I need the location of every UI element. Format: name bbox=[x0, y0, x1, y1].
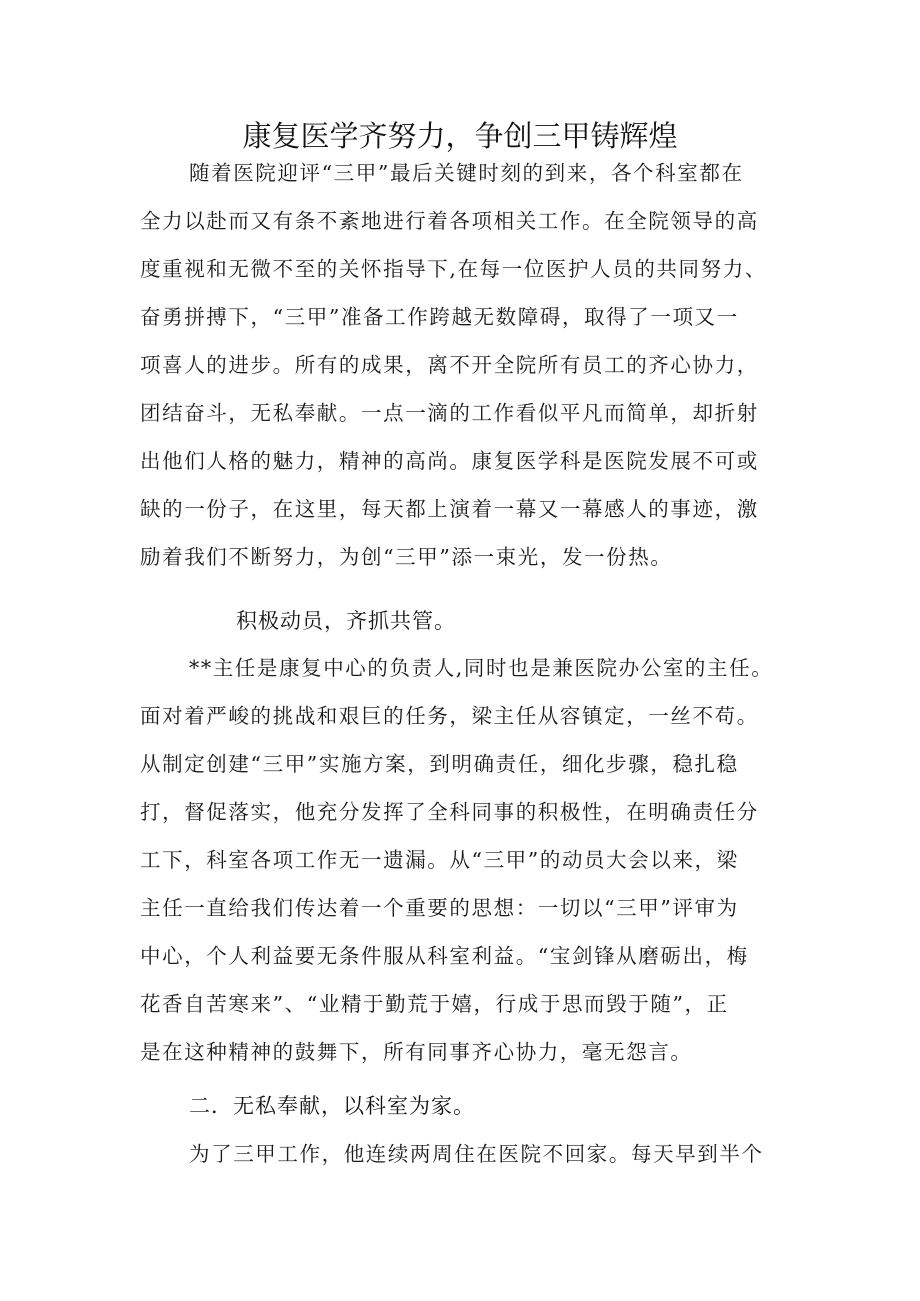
paragraph-line: 项喜人的进步。所有的成果，离不开全院所有员工的齐心协力， bbox=[140, 353, 759, 377]
paragraph-line: 是在这种精神的鼓舞下，所有同事齐心协力，毫无怨言。 bbox=[140, 1040, 693, 1064]
paragraph-line: 团结奋斗，无私奉献。一点一滴的工作看似平凡而简单，却折射 bbox=[140, 401, 759, 425]
paragraph-line: 缺的一份子，在这里，每天都上演着一幕又一幕感人的事迹，激 bbox=[140, 497, 759, 521]
paragraph-line: 打，督促落实，他充分发挥了全科同事的积极性，在明确责任分 bbox=[140, 800, 759, 824]
paragraph-line: 度重视和无微不至的关怀指导下,在每一位医护人员的共同努力、 bbox=[140, 257, 767, 281]
paragraph-line: 工下，科室各项工作无一遗漏。从“三甲”的动员大会以来，梁 bbox=[140, 848, 739, 872]
paragraph-line: 中心，个人利益要无条件服从科室利益。“宝剑锋从磨砺出，梅 bbox=[140, 944, 749, 968]
paragraph-line: 奋勇拼搏下，“三甲”准备工作跨越无数障碍，取得了一项又一 bbox=[140, 305, 739, 329]
section-heading-mobilization: 积极动员，齐抓共管。 bbox=[236, 609, 456, 633]
document-title: 康复医学齐努力，争创三甲铸辉煌 bbox=[242, 119, 678, 153]
paragraph-line: 随着医院迎评“三甲”最后关键时刻的到来，各个科室都在 bbox=[189, 161, 744, 185]
paragraph-line: 花香自苦寒来”、“业精于勤荒于嬉，行成于思而毁于随”，正 bbox=[140, 992, 729, 1016]
paragraph-line: 面对着严峻的挑战和艰巨的任务，梁主任从容镇定，一丝不苟。 bbox=[140, 704, 759, 728]
paragraph-line: 主任一直给我们传达着一个重要的思想：一切以“三甲”评审为 bbox=[140, 896, 739, 920]
paragraph-line: 出他们人格的魅力，精神的高尚。康复医学科是医院发展不可或 bbox=[140, 449, 759, 473]
paragraph-line: **主任是康复中心的负责人,同时也是兼医院办公室的主任。 bbox=[189, 656, 774, 680]
paragraph-line: 为了三甲工作，他连续两周住在医院不回家。每天早到半个 bbox=[189, 1142, 764, 1166]
paragraph-line: 全力以赴而又有条不紊地进行着各项相关工作。在全院领导的高 bbox=[140, 209, 759, 233]
paragraph-line: 励着我们不断努力，为创“三甲”添一束光，发一份热。 bbox=[140, 545, 673, 569]
section-heading-dedication: 二．无私奉献，以科室为家。 bbox=[189, 1094, 475, 1118]
paragraph-line: 从制定创建“三甲”实施方案，到明确责任，细化步骤，稳扎稳 bbox=[140, 752, 739, 776]
